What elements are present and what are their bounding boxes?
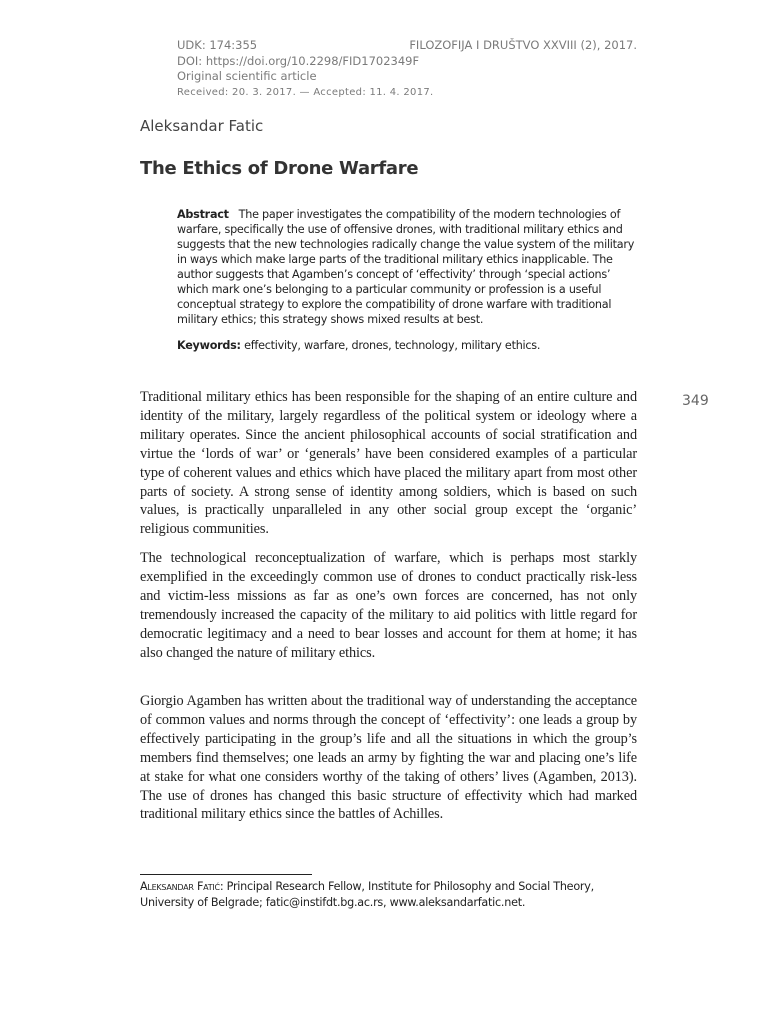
author-name: Aleksandar Fatic bbox=[140, 117, 264, 135]
footnote-divider bbox=[140, 874, 312, 875]
footnote-text: : Principal Research Fellow, Institute for Philosophy and Social Theory, University of Belgrade; fatic@instifdt.bg.ac.rs, www.aleksandarfatic.net. bbox=[140, 880, 594, 909]
article-metadata bbox=[177, 38, 637, 100]
metadata-row bbox=[177, 38, 637, 54]
footnote-author-name: Aleksandar Fatić bbox=[140, 880, 220, 893]
received-accepted-dates: Received: 20. 3. 2017. — Accepted: 11. 4. 2017. bbox=[177, 86, 434, 98]
udk-code: UDK: 174:355 bbox=[177, 38, 258, 52]
body-paragraph-1: Traditional military ethics has been responsible for the shaping of an entire culture and identity of the military, largely regardless of the political system or ideology where a military operates. Since the ancient philosophical accounts of social stratification and virtue the ‘lords of war’ or ‘generals’ have been considered examples of a particular type of coherent values and ethics which have placed the military apart from most other parts of society. A strong sense of identity among soldiers, which is based on such values, is practically unparalleled in any other social group except the ‘organic’ religious communities. bbox=[140, 389, 637, 538]
page-number: 349 bbox=[682, 393, 709, 409]
keywords-label: Keywords: bbox=[177, 339, 241, 352]
abstract-text: The paper investigates the compatibility of the modern technologies of warfare, specifically the use of offensive drones, with traditional military ethics and suggests that the new technologies radically change the value system of the military in ways which make large parts of the traditional military ethics inapplicable. The author suggests that Agamben’s concept of ‘effectivity’ through ‘special actions’ which mark one’s belonging to a particular community or profession is a useful conceptual strategy to explore the compatibility of drone warfare with traditional military ethics; this strategy shows mixed results at best. bbox=[177, 208, 635, 326]
keywords bbox=[177, 338, 637, 353]
article-type: Original scientific article bbox=[177, 69, 317, 83]
abstract-label: Abstract bbox=[177, 208, 229, 221]
author-footnote bbox=[140, 879, 640, 911]
body-paragraph-2: The technological reconceptualization of warfare, which is perhaps most starkly exemplified in the exceedingly common use of drones to conduct practically risk-less and victim-less missions as far as one’s own forces are concerned, has not only tremendously increased the capacity of the military to aid politics with little regard for democratic legitimacy and a need to bear losses and account for them at home; it has also changed the nature of military ethics. bbox=[140, 550, 637, 661]
body-paragraph-3: Giorgio Agamben has written about the traditional way of understanding the acceptance of common values and norms through the concept of ‘effectivity’: one leads a group by effectively participating in the group’s life and all the situations in which the group’s members find themselves; one leads an army by fighting the war and placing one’s life at stake for what one considers worthy of the taking of others’ lives (Agamben, 2013). The use of drones has changed this basic structure of effectivity which had marked traditional military ethics since the battles of Achilles. bbox=[140, 693, 637, 823]
journal-citation: FILOZOFIJA I DRUŠTVO XXVIII (2), 2017. bbox=[409, 38, 637, 52]
doi-link[interactable]: DOI: https://doi.org/10.2298/FID1702349F bbox=[177, 53, 420, 68]
paper-title: The Ethics of Drone Warfare bbox=[140, 158, 419, 179]
abstract bbox=[177, 207, 637, 327]
keywords-text: effectivity, warfare, drones, technology, military ethics. bbox=[244, 339, 541, 352]
